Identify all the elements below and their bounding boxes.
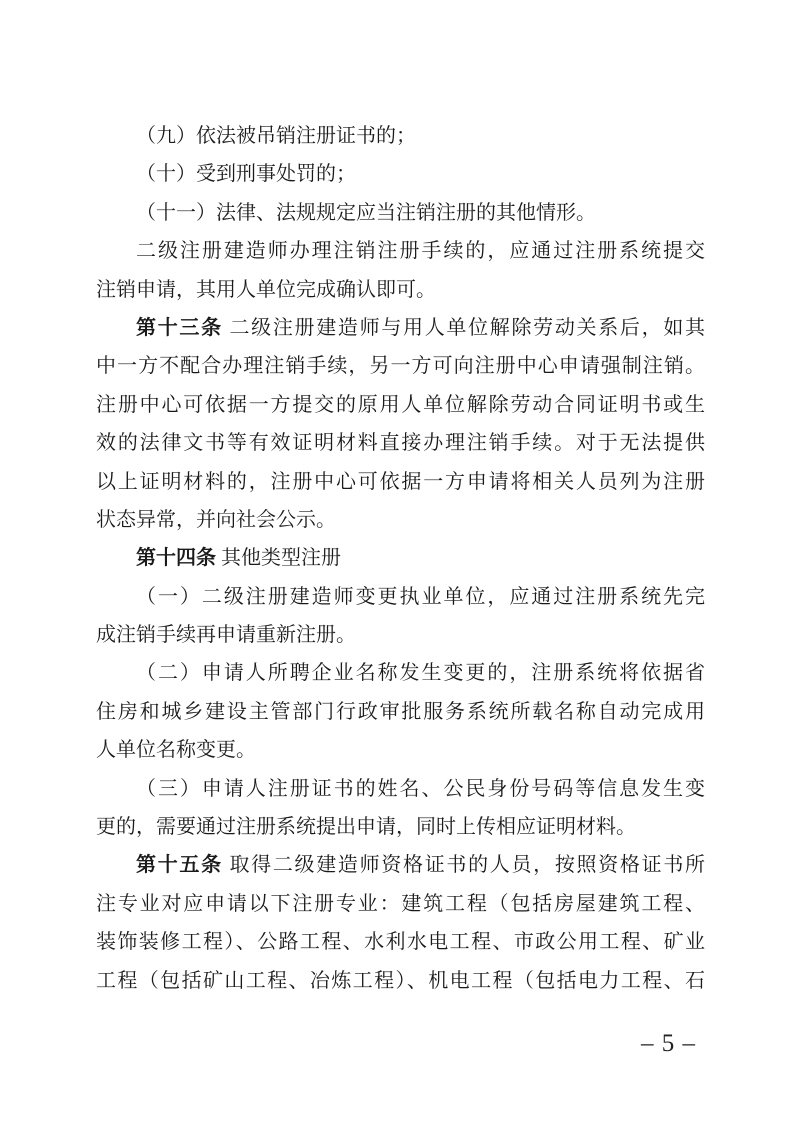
text-line: 中一方不配合办理注销手续，另一方可向注册中心申请强制注销。	[96, 355, 705, 378]
page-number: – 5 –	[641, 1030, 696, 1057]
text-line: （九）依法被吊销注册证书的；	[136, 125, 416, 147]
text-line: （十一）法律、法规规定应当注销注册的其他情形。	[136, 201, 596, 224]
text-line: 装饰装修工程）、公路工程、水利水电工程、市政公用工程、矿业	[96, 931, 705, 954]
text-line: 成注销手续再申请重新注册。	[96, 624, 356, 647]
text-line: （二）申请人所聘企业名称发生变更的，注册系统将依据省	[136, 662, 705, 685]
text-line: 注销申请，其用人单位完成确认即可。	[96, 278, 436, 301]
page-footer	[0, 1030, 793, 1058]
text-line: 更的，需要通过注册系统提出申请，同时上传相应证明材料。	[96, 816, 636, 839]
text-line: 第十五条 取得二级建造师资格证书的人员，按照资格证书所	[136, 854, 705, 877]
text-line: 二级注册建造师办理注销注册手续的，应通过注册系统提交	[136, 240, 705, 263]
text-line: 注册中心可依据一方提交的原用人单位解除劳动合同证明书或生	[96, 393, 705, 416]
article-number: 第十四条	[136, 547, 216, 570]
text-line: 住房和城乡建设主管部门行政审批服务系统所载名称自动完成用	[96, 700, 705, 723]
text-line: 效的法律文书等有效证明材料直接办理注销手续。对于无法提供	[96, 432, 705, 455]
document-body	[96, 117, 705, 1000]
text-line: 第十四条 其他类型注册	[136, 547, 341, 570]
text-line: 工程（包括矿山工程、冶炼工程）、机电工程（包括电力工程、石	[96, 969, 705, 992]
text-line: 以上证明材料的，注册中心可依据一方申请将相关人员列为注册	[96, 470, 705, 493]
text-line: 状态异常，并向社会公示。	[96, 508, 336, 531]
text-line: 注专业对应申请以下注册专业：建筑工程（包括房屋建筑工程、	[96, 892, 705, 915]
text-line: （十）受到刑事处罚的；	[136, 163, 356, 186]
article-number: 第十三条	[136, 316, 223, 339]
article-number: 第十五条	[136, 854, 223, 877]
text-line: （三）申请人注册证书的姓名、公民身份号码等信息发生变	[136, 777, 705, 800]
text-line: （一）二级注册建造师变更执业单位，应通过注册系统先完	[136, 585, 705, 608]
text-line: 人单位名称变更。	[96, 739, 256, 762]
text-line: 第十三条 二级注册建造师与用人单位解除劳动关系后，如其	[136, 316, 705, 339]
